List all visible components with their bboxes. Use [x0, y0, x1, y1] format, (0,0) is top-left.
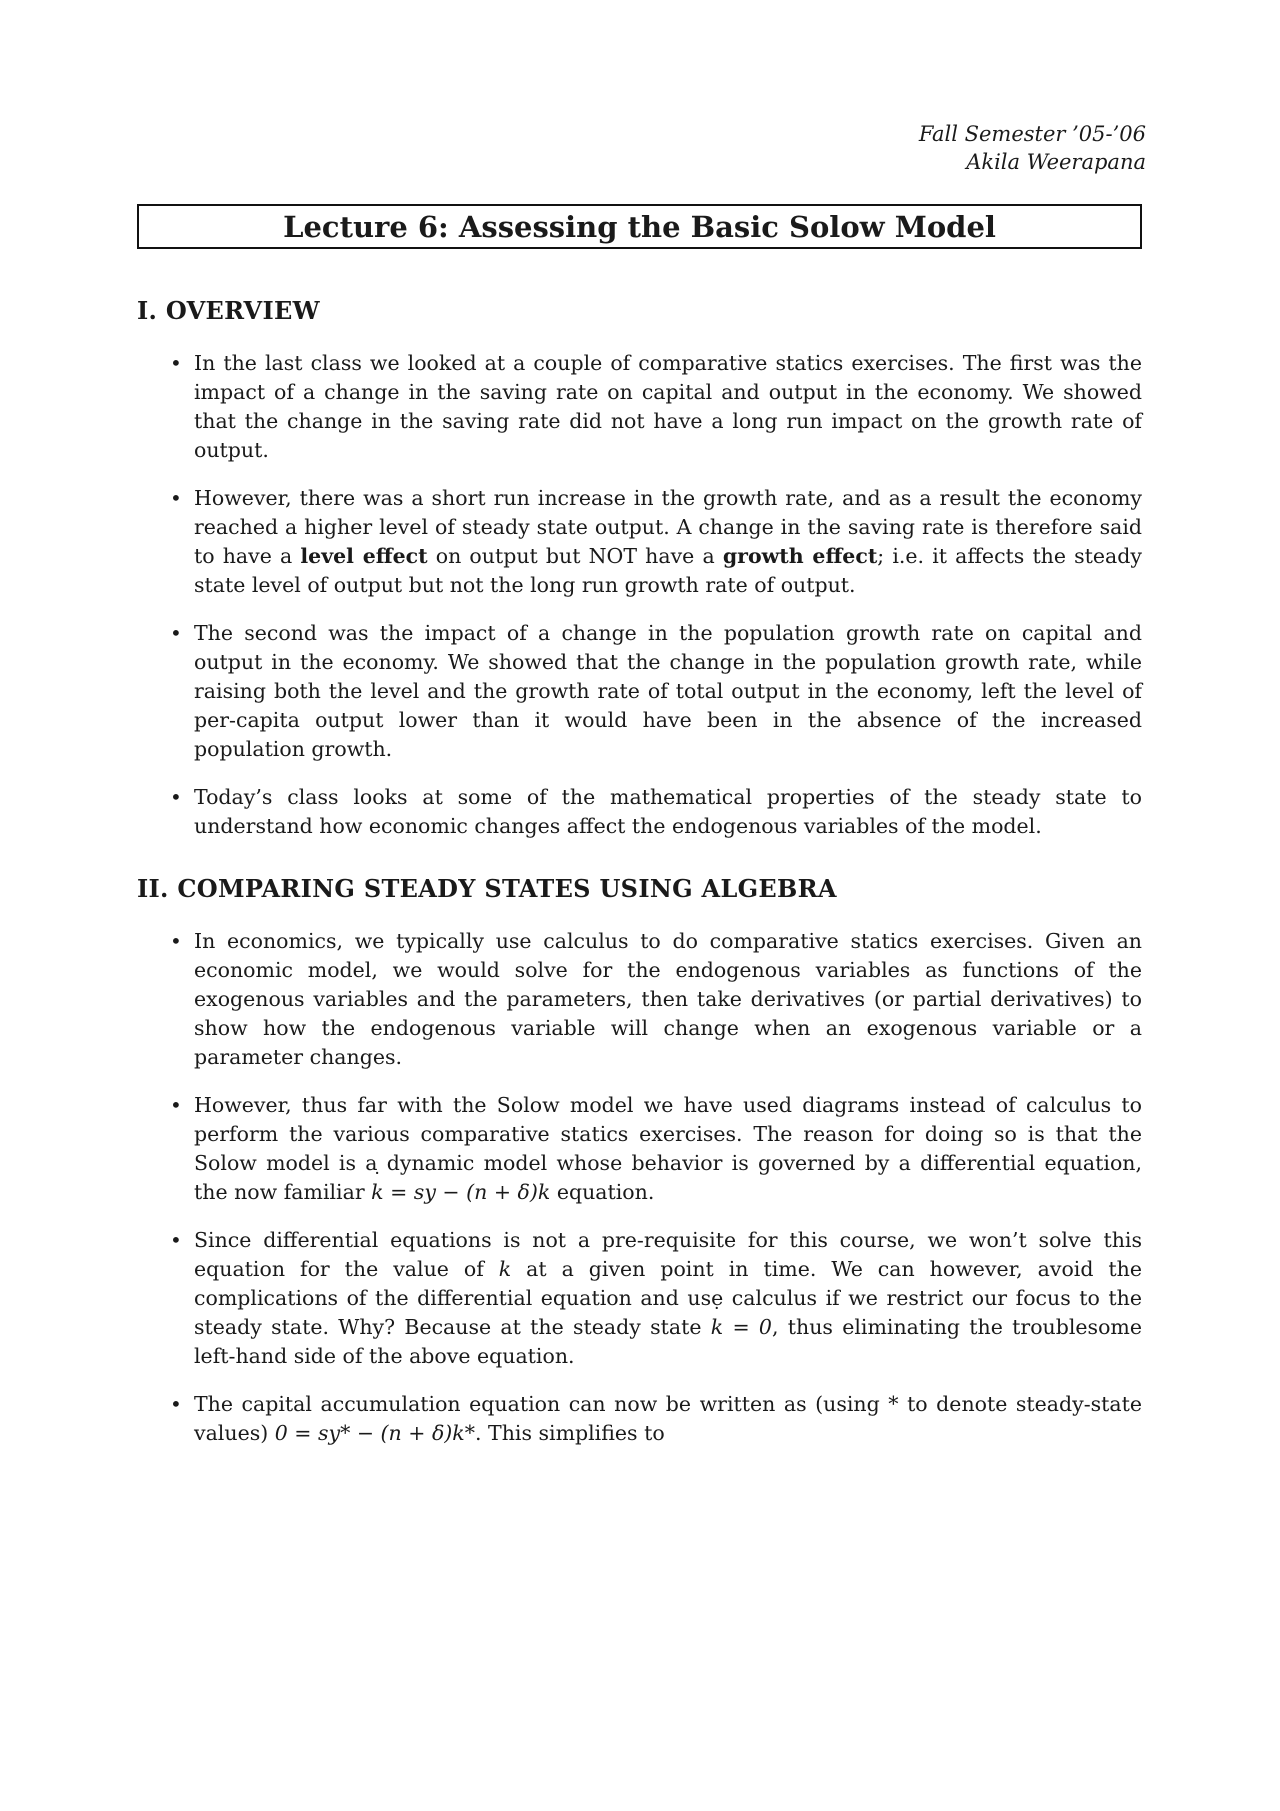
capital-accumulation-equation: 0 = sy* − (n + δ)k*: [274, 1421, 475, 1445]
lecture-title-box: [137, 204, 1142, 249]
k-dot-symbol: k ˙: [371, 1178, 383, 1207]
author-name: Akila Weerapana: [966, 150, 1146, 174]
list-item: • In economics, we typically use calculus to do comparative statics exercises. Given an economic model, we would solve for the endogenous variables as functions of the exogenous variables and the parameters, then take derivatives (or partial derivatives) to show how the endogenous variable will change when an exogenous variable or a parameter changes.: [137, 927, 1142, 1072]
growth-effect-term: growth effect: [722, 544, 878, 568]
section-algebra: [137, 874, 1142, 1467]
k-symbol: k: [498, 1257, 512, 1281]
overview-bullet-list: [137, 349, 1142, 841]
lecture-title: Lecture 6: Assessing the Basic Solow Model: [283, 209, 996, 244]
list-item: • However, thus far with the Solow model we have used diagrams instead of calculus to perform the various comparative statics exercises. The reason for doing so is that the Solow model is a dynamic model whose behavior is governed by a differential equation, the now familiar k ˙ = sy − (n + δ)k equation.: [137, 1091, 1142, 1207]
algebra-bullet-list: [137, 927, 1142, 1448]
page-header: [919, 120, 1146, 176]
list-item: • In the last class we looked at a couple of comparative statics exercises. The first was the impact of a change in the saving rate on capital and output in the economy. We showed that the change in the saving rate did not have a long run impact on the growth rate of output.: [137, 349, 1142, 465]
level-effect-term: level effect: [300, 544, 428, 568]
list-item: • The capital accumulation equation can now be written as (using * to denote steady-state values) 0 = sy* − (n + δ)k*. This simplifies to: [137, 1390, 1142, 1448]
k-dot-symbol: k ˙: [711, 1313, 723, 1342]
section-title-overview: I. OVERVIEW: [137, 296, 320, 325]
list-item: • However, there was a short run increase in the growth rate, and as a result the economy reached a higher level of steady state output. A change in the saving rate is therefore said to have a level effect on output but NOT have a growth effect; i.e. it affects the steady state level of output but not the long run growth rate of output.: [137, 484, 1142, 600]
list-item: • The second was the impact of a change in the population growth rate on capital and output in the economy. We showed that the change in the population growth rate, while raising both the level and the growth rate of total output in the economy, left the level of per-capita output lower than it would have been in the absence of the increased population growth.: [137, 619, 1142, 764]
steady-state-equation: = 0: [723, 1315, 772, 1339]
semester-label: Fall Semester ’05-’06: [918, 122, 1146, 146]
section-overview: [137, 296, 1142, 860]
list-item: • Since differential equations is not a pre-requisite for this course, we won’t solve this equation for the value of k at a given point in time. We can however, avoid the complications of the differential equation and use calculus if we restrict our focus to the steady state. Why? Because at the steady state k ˙ = 0, thus eliminating the troublesome left-hand side of the above equation.: [137, 1226, 1142, 1371]
solow-equation: = sy − (n + δ)k: [383, 1180, 551, 1204]
section-title-algebra: II. COMPARING STEADY STATES USING ALGEBRA: [137, 874, 837, 903]
list-item: • Today’s class looks at some of the mathematical properties of the steady state to understand how economic changes affect the endogenous variables of the model.: [137, 783, 1142, 841]
